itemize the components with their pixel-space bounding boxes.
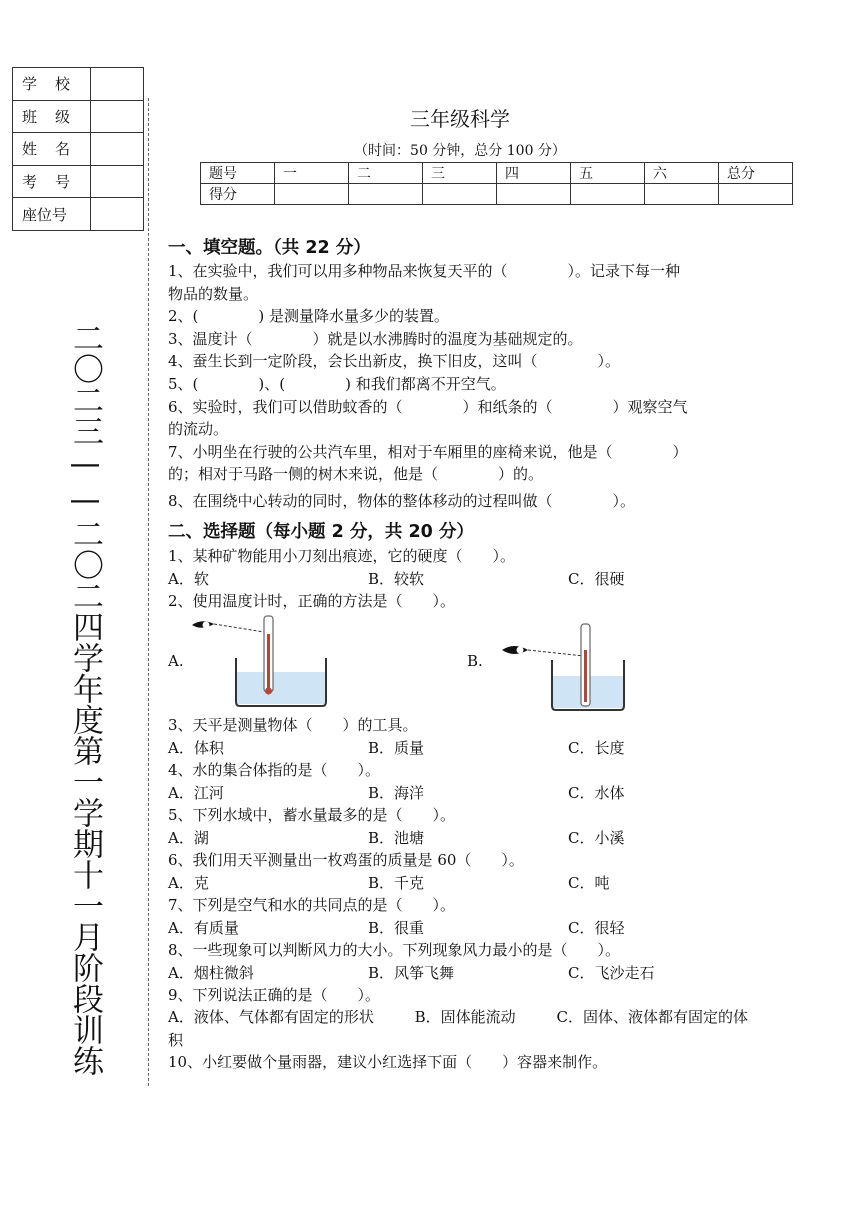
- thermometer-figure-a: [190, 612, 330, 708]
- name-label: 姓 名: [13, 133, 91, 166]
- score-header-cell: 三: [423, 163, 497, 184]
- score-header-cell: 五: [571, 163, 645, 184]
- fill-question-2: 2、( ) 是测量降水量多少的装置。: [168, 307, 450, 325]
- q5-option-c[interactable]: C．小溪: [568, 829, 625, 847]
- q9-option-a[interactable]: A．液体、气体都有固定的形状: [168, 1008, 374, 1026]
- exam-number-field[interactable]: [91, 165, 144, 198]
- page-title: 三年级科学: [410, 107, 510, 131]
- q2-option-a[interactable]: A.: [168, 652, 184, 670]
- score-cell[interactable]: [719, 184, 793, 205]
- q9-option-c-cont: 积: [168, 1031, 184, 1049]
- q6-option-a[interactable]: A．克: [168, 874, 209, 892]
- q5-option-a[interactable]: A．湖: [168, 829, 209, 847]
- fill-question-5: 5、( )、( ) 和我们都离不开空气。: [168, 375, 506, 393]
- q3-option-c[interactable]: C．长度: [568, 739, 625, 757]
- choice-question-8: 8、一些现象可以判断风力的大小。下列现象风力最小的是（ ）。: [168, 941, 621, 959]
- score-cell[interactable]: [423, 184, 497, 205]
- q8-option-b[interactable]: B．风筝飞舞: [368, 964, 455, 982]
- q3-option-a[interactable]: A．体积: [168, 739, 224, 757]
- q5-option-b[interactable]: B．池塘: [368, 829, 425, 847]
- fill-question-1: 1、在实验中，我们可以用多种物品来恢复天平的（ ）。记录下每一种: [168, 262, 681, 280]
- score-cell[interactable]: [497, 184, 571, 205]
- score-header-cell: 一: [275, 163, 349, 184]
- score-row-label: 得分: [201, 184, 275, 205]
- school-field[interactable]: [91, 68, 144, 101]
- binding-dashed-line: [148, 98, 149, 1086]
- score-header-cell: 四: [497, 163, 571, 184]
- q7-option-a[interactable]: A．有质量: [168, 919, 239, 937]
- q4-option-c[interactable]: C．水体: [568, 784, 625, 802]
- fill-question-3: 3、温度计（ ）就是以水沸腾时的温度为基础规定的。: [168, 330, 583, 348]
- q7-option-c[interactable]: C．很轻: [568, 919, 625, 937]
- school-year-vertical-title: 二〇二三——二〇二四学年度第一学期十一月阶段训练: [67, 322, 103, 1076]
- class-label: 班 级: [13, 100, 91, 133]
- thermometer-figure-b: [500, 620, 630, 712]
- exam-subtitle: （时间：50 分钟，总分 100 分）: [354, 143, 566, 159]
- eye-icon: [502, 646, 528, 654]
- fill-question-7: 7、小明坐在行驶的公共汽车里，相对于车厢里的座椅来说，他是（ ）: [168, 443, 688, 461]
- choice-question-1: 1、某种矿物能用小刀刻出痕迹，它的硬度（ ）。: [168, 547, 516, 565]
- school-label: 学 校: [13, 68, 91, 101]
- q1-option-b[interactable]: B．较软: [368, 570, 425, 588]
- fill-question-6-cont: 的流动。: [168, 420, 229, 438]
- q9-option-b[interactable]: B．固体能流动: [414, 1008, 516, 1026]
- exam-number-label: 考 号: [13, 165, 91, 198]
- score-table: [200, 162, 793, 205]
- section1-heading: 一、填空题。（共 22 分）: [168, 238, 371, 258]
- q2-option-b[interactable]: B.: [467, 652, 483, 670]
- score-cell[interactable]: [349, 184, 423, 205]
- choice-question-5: 5、下列水域中，蓄水量最多的是（ ）。: [168, 806, 456, 824]
- score-header-cell: 六: [645, 163, 719, 184]
- choice-question-7: 7、下列是空气和水的共同点的是（ ）。: [168, 896, 456, 914]
- q3-option-b[interactable]: B．质量: [368, 739, 425, 757]
- score-cell[interactable]: [275, 184, 349, 205]
- q6-option-b[interactable]: B．千克: [368, 874, 425, 892]
- choice-question-3: 3、天平是测量物体（ ）的工具。: [168, 716, 418, 734]
- choice-question-9: 9、下列说法正确的是（ ）。: [168, 986, 381, 1004]
- choice-question-2: 2、使用温度计时，正确的方法是（ ）。: [168, 592, 456, 610]
- q1-option-a[interactable]: A．软: [168, 570, 209, 588]
- seat-number-label: 座位号: [13, 198, 91, 231]
- fill-question-4: 4、蚕生长到一定阶段，会长出新皮，换下旧皮，这叫（ ）。: [168, 352, 621, 370]
- score-cell[interactable]: [645, 184, 719, 205]
- choice-question-4: 4、水的集合体指的是（ ）。: [168, 761, 381, 779]
- seat-number-field[interactable]: [91, 198, 144, 231]
- q6-option-c[interactable]: C．吨: [568, 874, 610, 892]
- fill-question-8: 8、在围绕中心转动的同时，物体的整体移动的过程叫做（ ）。: [168, 492, 636, 510]
- score-header-cell: 二: [349, 163, 423, 184]
- q9-option-c[interactable]: C．固体、液体都有固定的体: [556, 1008, 748, 1026]
- fill-question-6: 6、实验时，我们可以借助蚊香的（ ）和纸条的（ ）观察空气: [168, 398, 688, 416]
- section2-heading: 二、选择题（每小题 2 分，共 20 分）: [168, 522, 474, 542]
- score-cell[interactable]: [571, 184, 645, 205]
- score-header-cell: 总分: [719, 163, 793, 184]
- choice-question-10: 10、小红要做个量雨器，建议小红选择下面（ ）容器来制作。: [168, 1053, 608, 1071]
- q4-option-a[interactable]: A．江河: [168, 784, 224, 802]
- q1-option-c[interactable]: C．很硬: [568, 570, 625, 588]
- q4-option-b[interactable]: B．海洋: [368, 784, 425, 802]
- q7-option-b[interactable]: B．很重: [368, 919, 425, 937]
- choice-question-6: 6、我们用天平测量出一枚鸡蛋的质量是 60（ ）。: [168, 851, 524, 869]
- score-header-cell: 题号: [201, 163, 275, 184]
- q9-options-row: [168, 1006, 748, 1027]
- q8-option-a[interactable]: A．烟柱微斜: [168, 964, 254, 982]
- fill-question-1-cont: 物品的数量。: [168, 285, 259, 303]
- fill-question-7-cont: 的；相对于马路一侧的树木来说，他是（ ）的。: [168, 465, 544, 483]
- q8-option-c[interactable]: C．飞沙走石: [568, 964, 655, 982]
